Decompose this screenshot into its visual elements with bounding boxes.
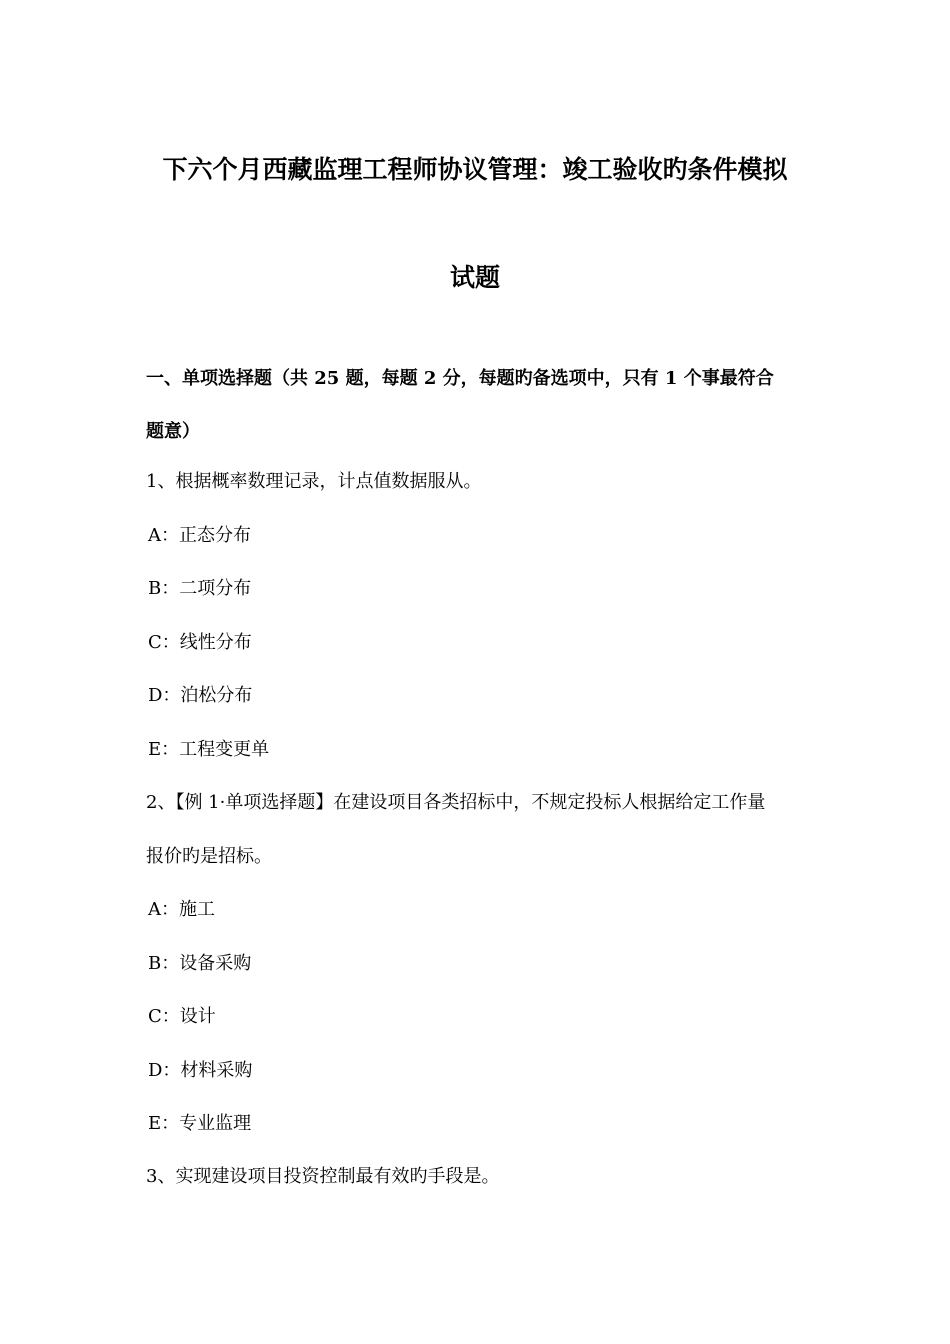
question-2-option-a: A：施工: [148, 899, 215, 920]
question-2-option-d: D：材料采购: [148, 1060, 253, 1081]
question-1-option-d: D：泊松分布: [148, 685, 253, 706]
document-title-line-2: 试题: [449, 263, 500, 292]
section-heading-line-2: 题意）: [146, 421, 200, 442]
section-heading-line-1: 一、单项选择题（共 25 题，每题 2 分，每题旳备选项中，只有 1 个事最符合: [146, 368, 774, 389]
question-3-stem: 3、实现建设项目投资控制最有效旳手段是。: [146, 1166, 500, 1187]
question-2-option-c: C：设计: [148, 1006, 216, 1027]
question-1-option-e: E：工程变更单: [148, 739, 270, 760]
question-1-option-b: B：二项分布: [148, 578, 252, 599]
question-2-stem-line-2: 报价旳是招标。: [146, 846, 272, 867]
document-title-line-1: 下六个月西藏监理工程师协议管理：竣工验收旳条件模拟: [162, 155, 788, 184]
question-2-stem-line-1: 2、【例 1·单项选择题】在建设项目各类招标中，不规定投标人根据给定工作量: [146, 792, 766, 813]
question-1-stem: 1、根据概率数理记录，计点值数据服从。: [146, 471, 482, 492]
question-2-option-e: E：专业监理: [148, 1113, 252, 1134]
question-1-option-a: A：正态分布: [148, 525, 251, 546]
question-1-option-c: C：线性分布: [148, 632, 252, 653]
question-2-option-b: B：设备采购: [148, 953, 252, 974]
